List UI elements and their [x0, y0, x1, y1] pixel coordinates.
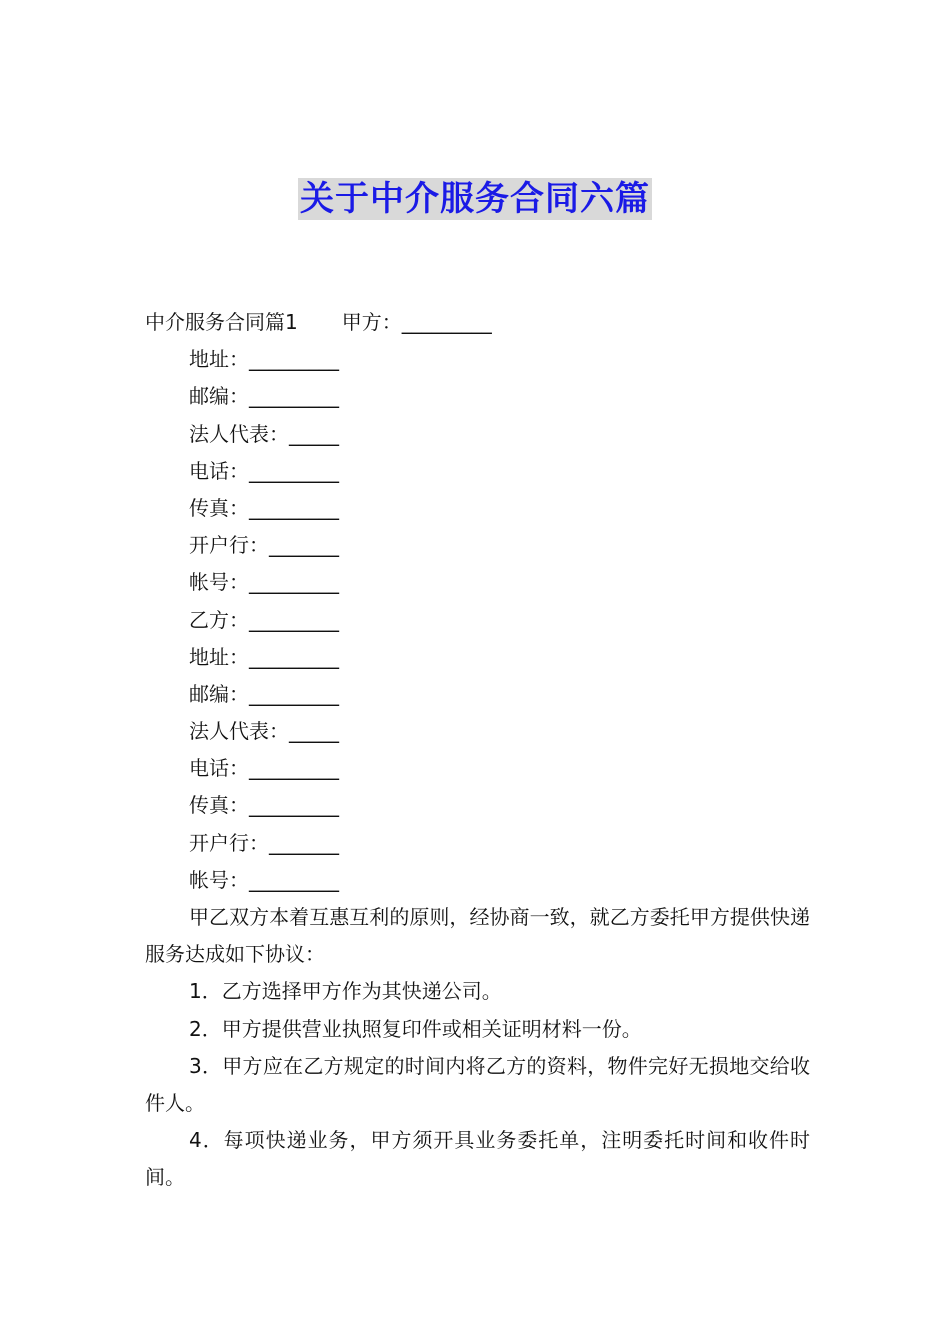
clause-3: 3．甲方应在乙方规定的时间内将乙方的资料，物件完好无损地交给收件人。	[145, 1053, 810, 1116]
clause-4: 4．每项快递业务，甲方须开具业务委托单，注明委托时间和收件时间。	[145, 1128, 810, 1190]
party-a-legal-rep: 法人代表：_____	[189, 421, 339, 446]
agreement-intro-paragraph: 甲乙双方本着互惠互利的原则，经协商一致，就乙方委托甲方提供快递服务达成如下协议：	[145, 905, 810, 967]
party-b-account: 帐号：_________	[189, 867, 339, 892]
party-b-label: 乙方：_________	[189, 607, 339, 632]
party-a-phone: 电话：_________	[189, 458, 339, 483]
party-a-label: 甲方：_________	[341, 310, 492, 334]
party-a-bank: 开户行：_______	[189, 533, 339, 558]
document-title: 关于中介服务合同六篇	[300, 179, 650, 219]
party-b-fax: 传真：_________	[189, 793, 339, 818]
party-a-address: 地址：_________	[189, 347, 339, 372]
clause-2: 2．甲方提供营业执照复印件或相关证明材料一份。	[189, 1016, 642, 1041]
party-b-bank: 开户行：_______	[189, 830, 339, 855]
party-a-account: 帐号：_________	[189, 570, 339, 595]
party-b-address: 地址：_________	[189, 644, 339, 669]
party-b-phone: 电话：_________	[189, 756, 339, 781]
first-line	[145, 304, 810, 341]
title-block	[0, 178, 950, 220]
party-b-postcode: 邮编：_________	[189, 681, 339, 706]
clause-1: 1．乙方选择甲方作为其快递公司。	[189, 979, 502, 1004]
contract-heading: 中介服务合同篇1	[145, 310, 298, 334]
document-body	[145, 304, 810, 1197]
party-a-postcode: 邮编：_________	[189, 384, 339, 409]
party-a-fax: 传真：_________	[189, 495, 339, 520]
party-b-legal-rep: 法人代表：_____	[189, 719, 339, 744]
